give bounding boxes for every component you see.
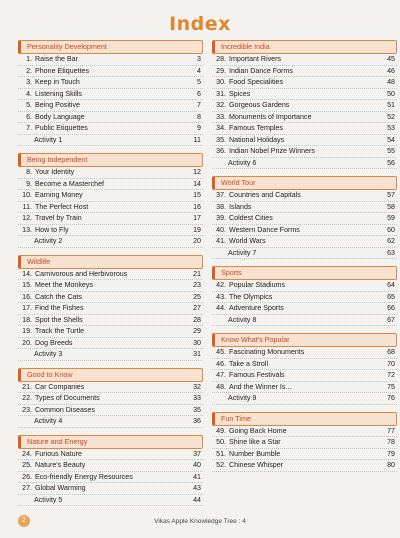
index-entry [212, 393, 397, 405]
index-entry [18, 225, 203, 237]
entry-title: Global Warming [35, 484, 86, 492]
entry-title: Popular Stadiums [229, 281, 285, 289]
index-entry [18, 315, 203, 327]
index-entry [18, 483, 203, 495]
entry-title: Activity 5 [34, 495, 63, 504]
entry-page-number: 79 [387, 449, 395, 458]
page-number-badge: 2 [18, 515, 30, 527]
entry-number: 24. [22, 449, 32, 458]
index-entry [18, 202, 203, 214]
entry-number: 27. [22, 484, 32, 492]
entry-title: Eco-friendly Energy Resources [35, 472, 133, 481]
index-section-being-independent [18, 153, 203, 248]
entry-page-number: 68 [387, 348, 395, 356]
entry-title: Nature's Beauty [35, 461, 86, 469]
entry-page-number: 32 [193, 382, 201, 391]
index-entry [212, 135, 397, 147]
index-entry [18, 472, 203, 484]
entry-page-number: 77 [387, 426, 395, 435]
entry-title: Raise the Bar [35, 55, 78, 63]
index-entry [18, 292, 203, 304]
index-section-know-what-s-popular [212, 333, 397, 405]
entry-title: Types of Documents [35, 394, 100, 402]
entry-page-number: 8 [197, 112, 201, 121]
entry-page-number: 23 [193, 281, 201, 289]
index-column-left [18, 40, 203, 513]
entry-title: Activity 1 [34, 135, 63, 144]
index-entry [212, 123, 397, 135]
entry-number: 33. [216, 112, 226, 121]
entry-number: 44. [216, 304, 226, 312]
entry-number: 12. [22, 214, 32, 222]
index-entry [18, 135, 203, 147]
entry-page-number: 5 [197, 78, 201, 86]
entry-number: 1. [26, 55, 32, 63]
entry-page-number: 40 [193, 461, 201, 469]
index-entry [212, 315, 397, 327]
entry-title: Track the Turtle [35, 327, 85, 335]
entry-page-number: 52 [387, 112, 395, 121]
entry-title: The Olympics [229, 292, 273, 301]
entry-page-number: 17 [193, 214, 201, 222]
index-section-nature-and-energy [18, 435, 203, 507]
entry-number: 50. [216, 438, 226, 446]
index-section-world-tour [212, 176, 397, 259]
entry-page-number: 35 [193, 405, 201, 414]
entry-number: 49. [216, 426, 226, 435]
index-entry [18, 190, 203, 202]
entry-page-number: 58 [387, 202, 395, 211]
entry-title: Activity 7 [228, 248, 257, 257]
entry-title: Spot the Shells [35, 315, 83, 324]
entry-title: Chinese Whisper [229, 461, 284, 469]
entry-page-number: 57 [387, 191, 395, 199]
section-heading: World Tour [212, 176, 397, 190]
entry-page-number: 21 [193, 269, 201, 278]
section-heading: Incredible India [212, 40, 397, 54]
index-entry [18, 167, 203, 179]
entry-title: Listening Skills [35, 89, 82, 98]
entry-page-number: 44 [193, 495, 201, 504]
entry-title: Countries and Capitals [229, 191, 301, 199]
entry-number: 32. [216, 101, 226, 109]
entry-page-number: 53 [387, 124, 395, 132]
index-entry [212, 158, 397, 170]
entry-page-number: 11 [193, 135, 201, 144]
entry-title: Become a Masterchef [35, 179, 104, 188]
entry-number: 34. [216, 124, 226, 132]
entry-number: 9. [26, 179, 32, 188]
entry-page-number: 65 [387, 292, 395, 301]
index-entry [18, 54, 203, 66]
index-column-right [212, 40, 397, 479]
entry-page-number: 25 [193, 292, 201, 301]
section-heading: Personality Development [18, 40, 203, 54]
entry-page-number: 28 [193, 315, 201, 324]
entry-number: 28. [216, 55, 226, 63]
entry-number: 39. [216, 214, 226, 222]
entry-page-number: 70 [387, 359, 395, 368]
entry-number: 30. [216, 78, 226, 86]
index-entry [212, 303, 397, 315]
index-entry [212, 347, 397, 359]
index-entry [18, 349, 203, 361]
entry-number: 14. [22, 269, 32, 278]
entry-page-number: 20 [193, 237, 201, 245]
entry-title: Activity 2 [34, 237, 63, 245]
entry-title: Food Specialities [229, 78, 284, 86]
entry-title: Coldest Cities [229, 214, 273, 222]
entry-title: Islands [229, 202, 252, 211]
entry-title: Shine like a Star [229, 438, 281, 446]
index-entry [18, 89, 203, 101]
entry-page-number: 43 [193, 484, 201, 492]
entry-title: Car Companies [35, 382, 85, 391]
entry-page-number: 67 [387, 315, 395, 324]
entry-page-number: 45 [387, 55, 395, 63]
index-entry [18, 382, 203, 394]
entry-number: 10. [22, 191, 32, 199]
entry-title: Furious Nature [35, 449, 82, 458]
section-heading: Wildlife [18, 255, 203, 269]
entry-number: 6. [26, 112, 32, 121]
entry-title: How to Fly [35, 225, 69, 234]
entry-number: 45. [216, 348, 226, 356]
entry-page-number: 51 [387, 101, 395, 109]
index-entry [18, 338, 203, 350]
entry-title: Activity 4 [34, 417, 63, 425]
entry-page-number: 16 [193, 202, 201, 211]
index-section-good-to-know [18, 368, 203, 428]
index-entry [212, 248, 397, 260]
index-entry [212, 89, 397, 101]
entry-page-number: 3 [197, 55, 201, 63]
index-entry [18, 100, 203, 112]
entry-page-number: 41 [193, 472, 201, 481]
entry-title: Keep in Touch [35, 78, 80, 86]
entry-page-number: 50 [387, 89, 395, 98]
index-entry [18, 405, 203, 417]
entry-page-number: 76 [387, 394, 395, 402]
entry-number: 42. [216, 281, 226, 289]
entry-title: Famous Temples [229, 124, 283, 132]
index-entry [212, 292, 397, 304]
index-entry [212, 359, 397, 371]
entry-number: 23. [22, 405, 32, 414]
index-entry [212, 146, 397, 158]
entry-page-number: 15 [193, 191, 201, 199]
entry-title: Gorgeous Gardens [229, 101, 290, 109]
entry-number: 19. [22, 327, 32, 335]
entry-page-number: 56 [387, 158, 395, 167]
entry-page-number: 30 [193, 338, 201, 347]
index-entry [212, 280, 397, 292]
entry-title: Common Diseases [35, 405, 95, 414]
entry-number: 3. [26, 78, 32, 86]
entry-page-number: 66 [387, 304, 395, 312]
entry-page-number: 46 [387, 66, 395, 75]
entry-title: Adventure Sports [229, 304, 284, 312]
index-entry [212, 54, 397, 66]
entry-page-number: 7 [197, 101, 201, 109]
entry-page-number: 64 [387, 281, 395, 289]
footer-text: Vikas Apple Knowledge Tree : 4 [154, 518, 246, 525]
index-entry [18, 280, 203, 292]
entry-page-number: 60 [387, 225, 395, 234]
section-heading: Nature and Energy [18, 435, 203, 449]
entry-title: Monuments of Importance [229, 112, 312, 121]
entry-title: Western Dance Forms [229, 225, 300, 234]
entry-number: 13. [22, 225, 32, 234]
section-heading: Good to Know [18, 368, 203, 382]
index-entry [18, 213, 203, 225]
entry-title: Fascinating Monuments [229, 348, 305, 356]
entry-title: Important Rivers [229, 55, 282, 63]
entry-page-number: 78 [387, 438, 395, 446]
index-section-fun-time [212, 412, 397, 472]
entry-title: Carnivorous and Herbivorous [35, 269, 128, 278]
entry-title: Travel by Train [35, 214, 82, 222]
entry-page-number: 80 [387, 461, 395, 469]
entry-title: Public Etiquettes [35, 124, 88, 132]
entry-number: 25. [22, 461, 32, 469]
entry-page-number: 37 [193, 449, 201, 458]
entry-title: Body Language [35, 112, 85, 121]
index-entry [18, 269, 203, 281]
entry-title: And the Winner Is... [229, 382, 292, 391]
entry-number: 48. [216, 382, 226, 391]
entry-title: Famous Festivals [229, 371, 285, 379]
entry-page-number: 14 [193, 179, 201, 188]
entry-page-number: 62 [387, 237, 395, 245]
entry-title: Dog Breeds [35, 338, 73, 347]
entry-title: Your Identity [35, 168, 75, 176]
index-entry [18, 112, 203, 124]
entry-title: Indian Nobel Prize Winners [229, 147, 315, 155]
entry-title: Take a Stroll [229, 359, 269, 368]
entry-page-number: 12 [193, 168, 201, 176]
entry-number: 18. [22, 315, 32, 324]
index-entry [18, 393, 203, 405]
entry-page-number: 75 [387, 382, 395, 391]
entry-number: 17. [22, 304, 32, 312]
index-entry [18, 326, 203, 338]
entry-page-number: 6 [197, 89, 201, 98]
index-entry [18, 495, 203, 507]
entry-page-number: 4 [197, 66, 201, 75]
entry-title: Activity 8 [228, 315, 257, 324]
entry-title: Indian Dance Forms [229, 66, 293, 75]
entry-title: Number Bumble [229, 449, 281, 458]
entry-number: 15. [22, 281, 32, 289]
entry-title: World Wars [229, 237, 266, 245]
entry-title: Catch the Cats [35, 292, 82, 301]
entry-number: 22. [22, 394, 32, 402]
index-entry [212, 225, 397, 237]
entry-number: 37. [216, 191, 226, 199]
entry-title: Earning Money [35, 191, 83, 199]
entry-number: 36. [216, 147, 226, 155]
index-entry [212, 382, 397, 394]
entry-page-number: 31 [193, 350, 201, 358]
entry-number: 31. [216, 89, 226, 98]
entry-number: 2. [26, 66, 32, 75]
index-entry [18, 123, 203, 135]
index-entry [18, 77, 203, 89]
entry-title: The Perfect Host [35, 202, 89, 211]
entry-number: 5. [26, 101, 32, 109]
entry-page-number: 63 [387, 248, 395, 257]
entry-number: 20. [22, 338, 32, 347]
entry-title: Find the Fishes [35, 304, 84, 312]
section-heading: Fun Time [212, 412, 397, 426]
section-heading: Know What's Popular [212, 333, 397, 347]
index-entry [18, 416, 203, 428]
entry-number: 11. [22, 202, 32, 211]
entry-title: National Holidays [229, 135, 285, 144]
index-entry [18, 179, 203, 191]
entry-number: 4. [26, 89, 32, 98]
index-entry [212, 100, 397, 112]
index-entry [18, 460, 203, 472]
entry-number: 40. [216, 225, 226, 234]
entry-title: Being Positive [35, 101, 80, 109]
index-section-sports [212, 266, 397, 326]
index-entry [212, 190, 397, 202]
index-entry [212, 426, 397, 438]
entry-title: Spices [229, 89, 251, 98]
entry-page-number: 9 [197, 124, 201, 132]
entry-page-number: 48 [387, 78, 395, 86]
entry-page-number: 33 [193, 394, 201, 402]
entry-number: 21. [22, 382, 32, 391]
index-section-personality-development [18, 40, 203, 146]
entry-page-number: 59 [387, 214, 395, 222]
index-entry [18, 303, 203, 315]
index-entry [212, 460, 397, 472]
entry-number: 26. [22, 472, 32, 481]
entry-number: 7. [26, 124, 32, 132]
entry-title: Going Back Home [229, 426, 287, 435]
entry-page-number: 54 [387, 135, 395, 144]
entry-number: 35. [216, 135, 226, 144]
entry-number: 47. [216, 371, 226, 379]
index-entry [212, 66, 397, 78]
section-heading: Being Independent [18, 153, 203, 167]
entry-title: Activity 6 [228, 158, 257, 167]
entry-number: 16. [22, 292, 32, 301]
index-section-wildlife [18, 255, 203, 361]
index-entry [212, 437, 397, 449]
page-title: Index [169, 13, 231, 35]
entry-page-number: 72 [387, 371, 395, 379]
index-entry [18, 66, 203, 78]
section-heading: Sports [212, 266, 397, 280]
index-entry [18, 236, 203, 248]
index-entry [212, 370, 397, 382]
entry-page-number: 29 [193, 327, 201, 335]
entry-page-number: 55 [387, 147, 395, 155]
entry-title: Phone Etiquettes [35, 66, 90, 75]
entry-number: 52. [216, 461, 226, 469]
entry-page-number: 19 [193, 225, 201, 234]
entry-number: 8. [26, 168, 32, 176]
index-entry [212, 449, 397, 461]
entry-title: Activity 9 [228, 394, 257, 402]
entry-number: 41. [216, 237, 226, 245]
index-section-incredible-india [212, 40, 397, 169]
index-entry [212, 202, 397, 214]
index-entry [212, 213, 397, 225]
entry-number: 38. [216, 202, 226, 211]
entry-number: 46. [216, 359, 226, 368]
entry-title: Activity 3 [34, 350, 63, 358]
entry-title: Meet the Monkeys [35, 281, 93, 289]
index-entry [212, 236, 397, 248]
entry-page-number: 36 [193, 417, 201, 425]
entry-page-number: 27 [193, 304, 201, 312]
entry-number: 29. [216, 66, 226, 75]
entry-number: 43. [216, 292, 226, 301]
index-entry [212, 77, 397, 89]
index-entry [212, 112, 397, 124]
index-entry [18, 449, 203, 461]
entry-number: 51. [216, 449, 226, 458]
